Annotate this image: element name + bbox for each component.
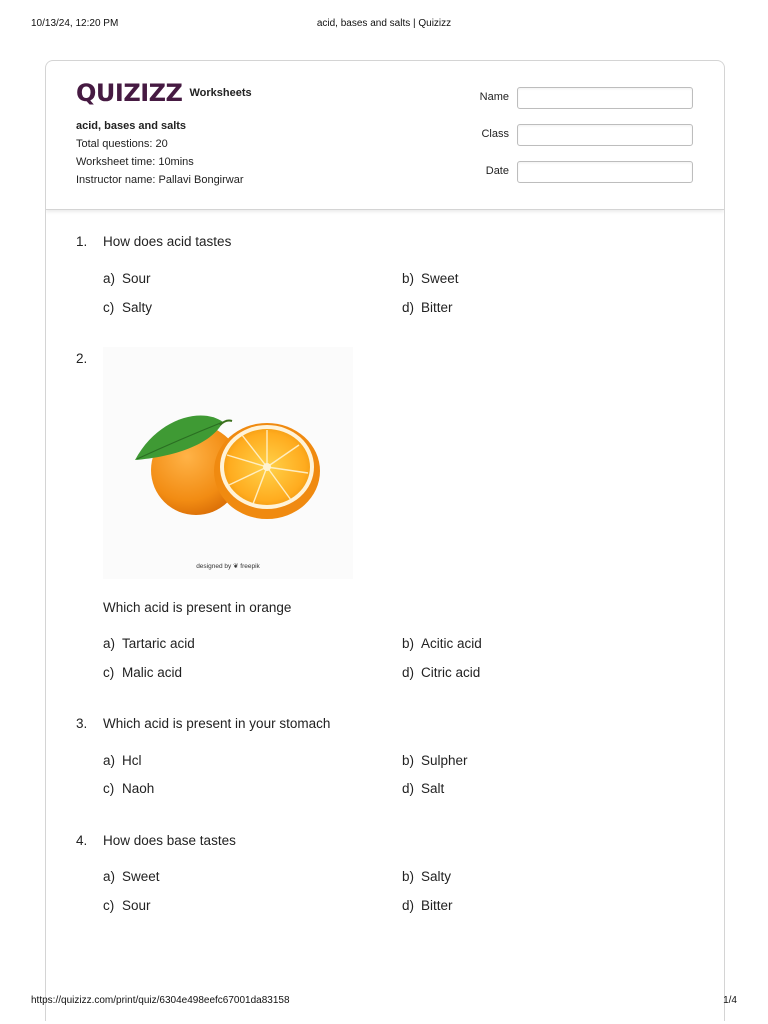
option-d[interactable]: d) Citric acid: [402, 665, 481, 680]
class-label: Class: [481, 128, 509, 140]
question-number: 3.: [76, 716, 88, 731]
total-questions: Total questions: 20: [76, 138, 168, 150]
orange-fruit-illustration-icon: [103, 347, 353, 579]
option-text: Bitter: [421, 300, 453, 315]
option-text: Sour: [122, 271, 151, 286]
logo-text: QUIZIZZ: [76, 79, 183, 107]
option-d[interactable]: d) Bitter: [402, 898, 453, 913]
option-c[interactable]: c) Salty: [103, 300, 153, 315]
print-url[interactable]: https://quizizz.com/print/quiz/6304e498eefc67001da83158: [31, 995, 290, 1006]
option-text: Tartaric acid: [122, 636, 195, 651]
print-header: [0, 18, 768, 32]
page-number: 1/4: [723, 995, 737, 1006]
option-b[interactable]: b) Salty: [402, 869, 452, 884]
option-text: Salt: [421, 781, 445, 796]
option-a[interactable]: a) Hcl: [103, 753, 142, 768]
option-a[interactable]: a) Sweet: [103, 869, 160, 884]
quizizz-logo: [76, 78, 252, 108]
option-text: Sulpher: [421, 753, 468, 768]
worksheet-title: acid, bases and salts: [76, 120, 187, 132]
option-text: Bitter: [421, 898, 453, 913]
date-label: Date: [485, 165, 509, 177]
question-number: 4.: [76, 833, 88, 848]
instructor-name: Instructor name: Pallavi Bongirwar: [76, 174, 244, 186]
image-credit: designed by ❦ freepik: [196, 563, 260, 570]
option-c[interactable]: c) Malic acid: [103, 665, 183, 680]
question-text: Which acid is present in your stomach: [103, 716, 331, 731]
name-label: Name: [479, 91, 509, 103]
name-field[interactable]: [517, 87, 693, 109]
worksheet-time: Worksheet time: 10mins: [76, 156, 194, 168]
print-footer: [0, 995, 768, 1009]
option-b[interactable]: b) Sulpher: [402, 753, 468, 768]
date-field[interactable]: [517, 161, 693, 183]
option-c[interactable]: c) Sour: [103, 898, 151, 913]
option-text: Malic acid: [122, 665, 183, 680]
print-title: acid, bases and salts | Quizizz: [316, 18, 452, 29]
option-text: Naoh: [122, 781, 155, 796]
question-image: [103, 347, 353, 579]
option-d[interactable]: d) Bitter: [402, 300, 453, 315]
worksheet-header: [46, 61, 724, 210]
option-text: Hcl: [122, 753, 142, 768]
print-datetime: 10/13/24, 12:20 PM: [31, 18, 119, 29]
option-text: Citric acid: [421, 665, 481, 680]
class-field[interactable]: [517, 124, 693, 146]
option-text: Sweet: [122, 869, 160, 884]
option-b[interactable]: b) Sweet: [402, 271, 459, 286]
option-a[interactable]: a) Tartaric acid: [103, 636, 195, 651]
option-text: Acitic acid: [421, 636, 482, 651]
question-text: How does acid tastes: [103, 234, 232, 249]
logo-subtitle: Worksheets: [189, 87, 252, 99]
option-text: Sweet: [421, 271, 459, 286]
question-number: 2.: [76, 351, 88, 366]
option-text: Sour: [122, 898, 151, 913]
option-d[interactable]: d) Salt: [402, 781, 445, 796]
question-text: Which acid is present in orange: [103, 600, 292, 615]
option-a[interactable]: a) Sour: [103, 271, 151, 286]
question-text: How does base tastes: [103, 833, 236, 848]
option-text: Salty: [421, 869, 452, 884]
worksheet: [45, 60, 725, 1021]
option-text: Salty: [122, 300, 153, 315]
question-number: 1.: [76, 234, 88, 249]
option-b[interactable]: b) Acitic acid: [402, 636, 482, 651]
option-c[interactable]: c) Naoh: [103, 781, 155, 796]
